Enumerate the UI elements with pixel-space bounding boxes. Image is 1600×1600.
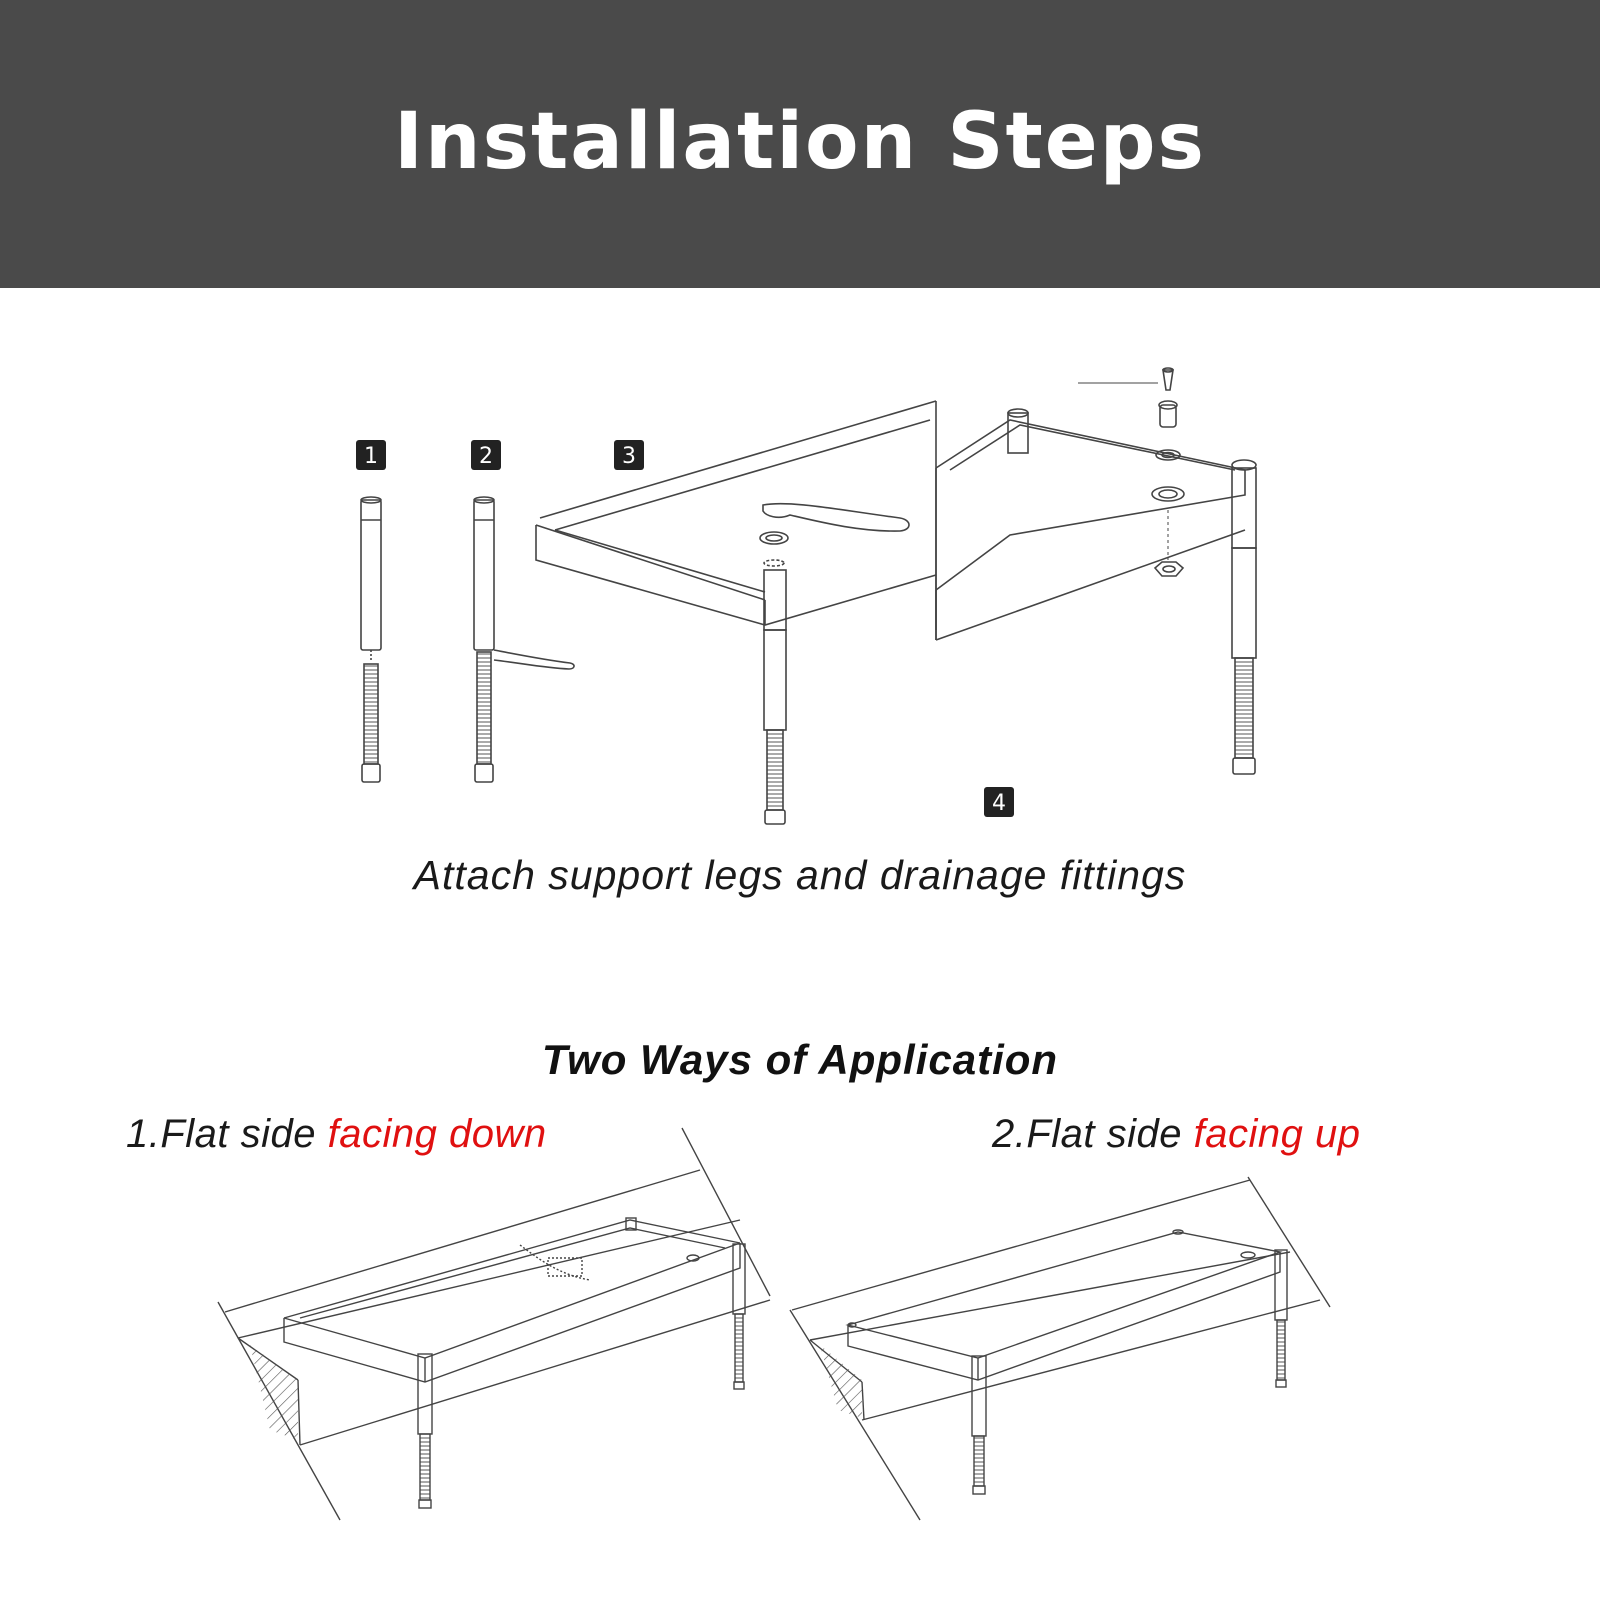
application-1-illustration <box>218 1128 770 1520</box>
svg-text:2: 2 <box>479 444 493 469</box>
application-2-illustration <box>790 1177 1330 1520</box>
step-caption: Attach support legs and drainage fittings <box>413 852 1187 898</box>
application-2-label <box>992 1112 1361 1157</box>
step1-leg-parts <box>361 497 381 782</box>
tray-right-section <box>936 409 1256 774</box>
svg-text:3: 3 <box>622 444 636 469</box>
application-1-label <box>126 1112 547 1157</box>
header-banner <box>0 0 1600 288</box>
applications-subtitle: Two Ways of Application <box>541 1036 1059 1083</box>
step-marker-1 <box>356 440 386 470</box>
application-1-prefix: 1.Flat side <box>126 1112 328 1156</box>
step2-leg-with-wrench <box>474 497 574 782</box>
application-2-highlight: facing up <box>1193 1112 1361 1156</box>
installation-diagram <box>0 288 1600 1600</box>
svg-text:4: 4 <box>992 791 1006 816</box>
drain-fittings <box>1078 368 1184 576</box>
step-marker-3 <box>614 440 644 470</box>
tray-left-section <box>536 401 936 824</box>
application-1-highlight: facing down <box>327 1112 547 1156</box>
application-2-prefix: 2.Flat side <box>992 1112 1194 1156</box>
svg-text:1: 1 <box>364 444 378 469</box>
page-title: Installation Steps <box>394 97 1206 187</box>
step-marker-4 <box>984 787 1014 817</box>
step-marker-2 <box>471 440 501 470</box>
